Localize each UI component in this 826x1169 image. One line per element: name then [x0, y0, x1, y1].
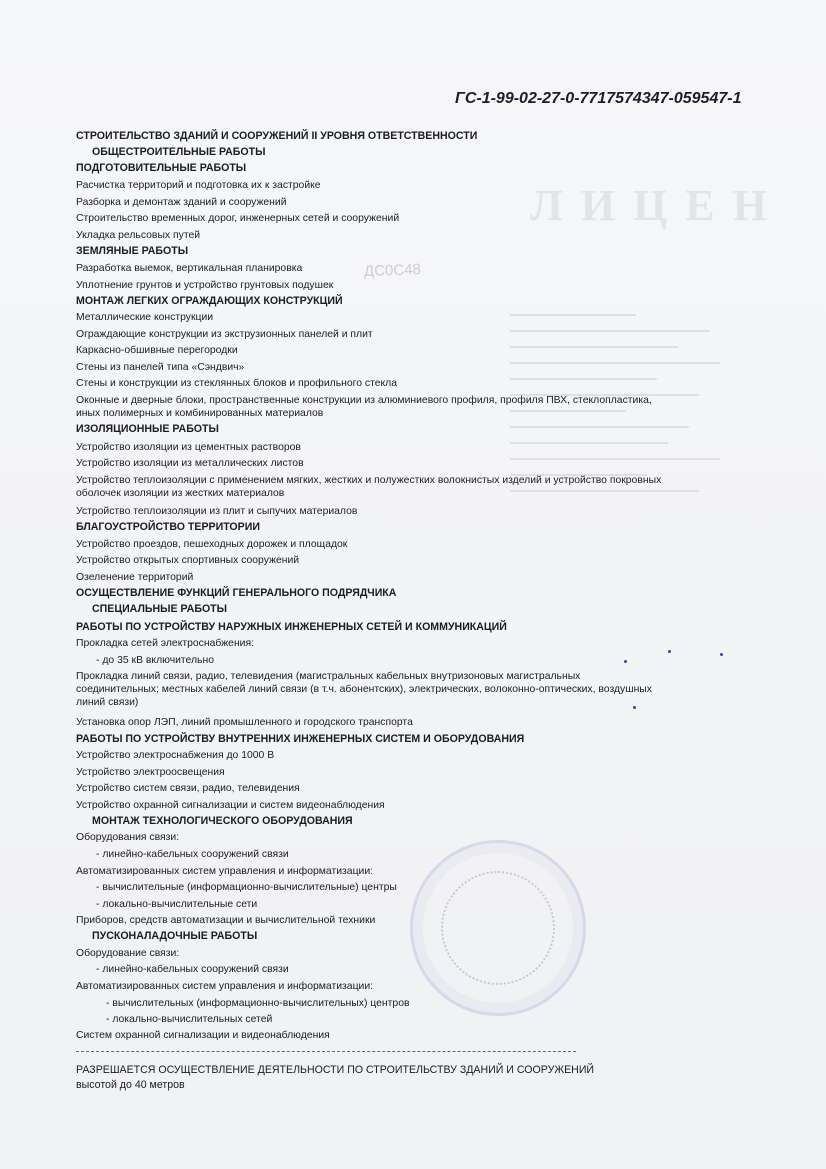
bleed-through-lines: [510, 300, 720, 580]
category-heading: РАБОТЫ ПО УСТРОЙСТВУ ВНУТРЕННИХ ИНЖЕНЕРНЫХ СИСТЕМ И ОБОРУДОВАНИЯ: [76, 733, 525, 745]
list-item: Установка опор ЛЭП, линий промышленного и городского транспорта: [76, 717, 413, 728]
list-subitem: - вычислительных (информационно-вычислительных) центров: [106, 998, 410, 1009]
list-item: Стены и конструкции из стеклянных блоков и профильного стекла: [76, 378, 398, 389]
list-subitem: - локально-вычислительные сети: [96, 899, 258, 910]
list-item: Устройство изоляции из металлических листов: [76, 458, 304, 469]
list-item: Автоматизированных систем управления и информатизации:: [76, 981, 374, 992]
permission-height-limit: высотой до 40 метров: [76, 1079, 185, 1091]
list-subitem: - вычислительные (информационно-вычислительные) центры: [96, 882, 397, 893]
list-item: Устройство охранной сигнализации и систем видеонаблюдения: [76, 800, 385, 811]
list-item: Прокладка линий связи, радио, телевидения (магистральных кабельных внутризоновых магистральных соединительных; местных кабелей линий связи (в т.ч. абонентских), электрических, волоконно-оптических, воздушных линий связи): [76, 671, 652, 708]
list-item: Автоматизированных систем управления и информатизации:: [76, 866, 374, 877]
list-item: Укладка рельсовых путей: [76, 230, 201, 241]
dashed-separator: [76, 1051, 576, 1052]
list-item: Устройство электроосвещения: [76, 767, 225, 778]
level-heading: СТРОИТЕЛЬСТВО ЗДАНИЙ И СООРУЖЕНИЙ II УРОВНЯ ОТВЕТСТВЕННОСТИ: [76, 130, 478, 142]
list-subitem: - линейно-кабельных сооружений связи: [96, 964, 289, 975]
list-item: Расчистка территорий и подготовка их к застройке: [76, 180, 321, 191]
list-item: Озеленение территорий: [76, 572, 194, 583]
list-item: Уплотнение грунтов и устройство грунтовых подушек: [76, 280, 334, 291]
list-subitem: - до 35 кВ включительно: [96, 655, 214, 666]
category-heading: ИЗОЛЯЦИОННЫЕ РАБОТЫ: [76, 423, 219, 435]
bleed-through-heading: ЛИЦЕН: [530, 181, 785, 230]
scan-speck: [633, 706, 636, 709]
list-item: Разработка выемок, вертикальная планировка: [76, 263, 303, 274]
section-heading: ПУСКОНАЛАДОЧНЫЕ РАБОТЫ: [92, 930, 258, 942]
list-item: Устройство открытых спортивных сооружений: [76, 555, 300, 566]
category-heading: БЛАГОУСТРОЙСТВО ТЕРРИТОРИИ: [76, 521, 260, 533]
list-item: Прокладка сетей электроснабжения:: [76, 638, 255, 649]
list-item: Оборудования связи:: [76, 832, 180, 843]
category-heading: РАБОТЫ ПО УСТРОЙСТВУ НАРУЖНЫХ ИНЖЕНЕРНЫХ СЕТЕЙ И КОММУНИКАЦИЙ: [76, 621, 507, 633]
list-item: Оконные и дверные блоки, пространственные конструкции из алюминиевого профиля, профиля ПВХ, стеклопластика, иных полимерных и комбинированных материалов: [76, 395, 652, 419]
list-item: Разборка и демонтаж зданий и сооружений: [76, 197, 287, 208]
list-item: Систем охранной сигнализации и видеонаблюдения: [76, 1030, 330, 1041]
list-item: Устройство систем связи, радио, телевидения: [76, 783, 300, 794]
list-subitem: - локально-вычислительных сетей: [106, 1014, 273, 1025]
list-item: Приборов, средств автоматизации и вычислительной техники: [76, 915, 376, 926]
section-heading: МОНТАЖ ТЕХНОЛОГИЧЕСКОГО ОБОРУДОВАНИЯ: [92, 815, 353, 827]
permission-note: [76, 1063, 594, 1093]
list-item: Стены из панелей типа «Сэндвич»: [76, 362, 245, 373]
category-heading: ПОДГОТОВИТЕЛЬНЫЕ РАБОТЫ: [76, 162, 247, 174]
scan-speck: [624, 660, 627, 663]
list-item: Устройство электроснабжения до 1000 В: [76, 750, 275, 761]
document-id: ГС-1-99-02-27-0-7717574347-059547-1: [455, 90, 742, 107]
list-item: Каркасно-обшивные перегородки: [76, 345, 238, 356]
list-item: Устройство изоляции из цементных растворов: [76, 442, 301, 453]
category-heading: ОСУЩЕСТВЛЕНИЕ ФУНКЦИЙ ГЕНЕРАЛЬНОГО ПОДРЯДЧИКА: [76, 587, 397, 599]
section-heading: ОБЩЕСТРОИТЕЛЬНЫЕ РАБОТЫ: [92, 146, 266, 158]
list-item: Устройство проездов, пешеходных дорожек и площадок: [76, 539, 348, 550]
list-item: Устройство теплоизоляции с применением мягких, жестких и полужестких волокнистых изделий и устройство покровных оболочек изоляции из жестких материалов: [76, 475, 662, 499]
category-heading: МОНТАЖ ЛЕГКИХ ОГРАЖДАЮЩИХ КОНСТРУКЦИЙ: [76, 295, 343, 307]
section-heading: СПЕЦИАЛЬНЫЕ РАБОТЫ: [92, 603, 228, 615]
list-item: Строительство временных дорог, инженерных сетей и сооружений: [76, 213, 400, 224]
permission-line: РАЗРЕШАЕТСЯ ОСУЩЕСТВЛЕНИЕ ДЕЯТЕЛЬНОСТИ ПО СТРОИТЕЛЬСТВУ ЗДАНИЙ И СООРУЖЕНИЙ: [76, 1064, 595, 1076]
list-item: Устройство теплоизоляции из плит и сыпучих материалов: [76, 506, 358, 517]
scan-speck: [668, 650, 671, 653]
category-heading: ЗЕМЛЯНЫЕ РАБОТЫ: [76, 245, 189, 257]
list-item: Ограждающие конструкции из экструзионных панелей и плит: [76, 329, 373, 340]
list-item: Металлические конструкции: [76, 312, 214, 323]
scan-speck: [720, 653, 723, 656]
list-subitem: - линейно-кабельных сооружений связи: [96, 849, 289, 860]
faded-seal-stamp: [410, 840, 586, 1016]
list-item: Оборудование связи:: [76, 948, 180, 959]
bleed-through-number: ДС0С48: [363, 261, 422, 280]
